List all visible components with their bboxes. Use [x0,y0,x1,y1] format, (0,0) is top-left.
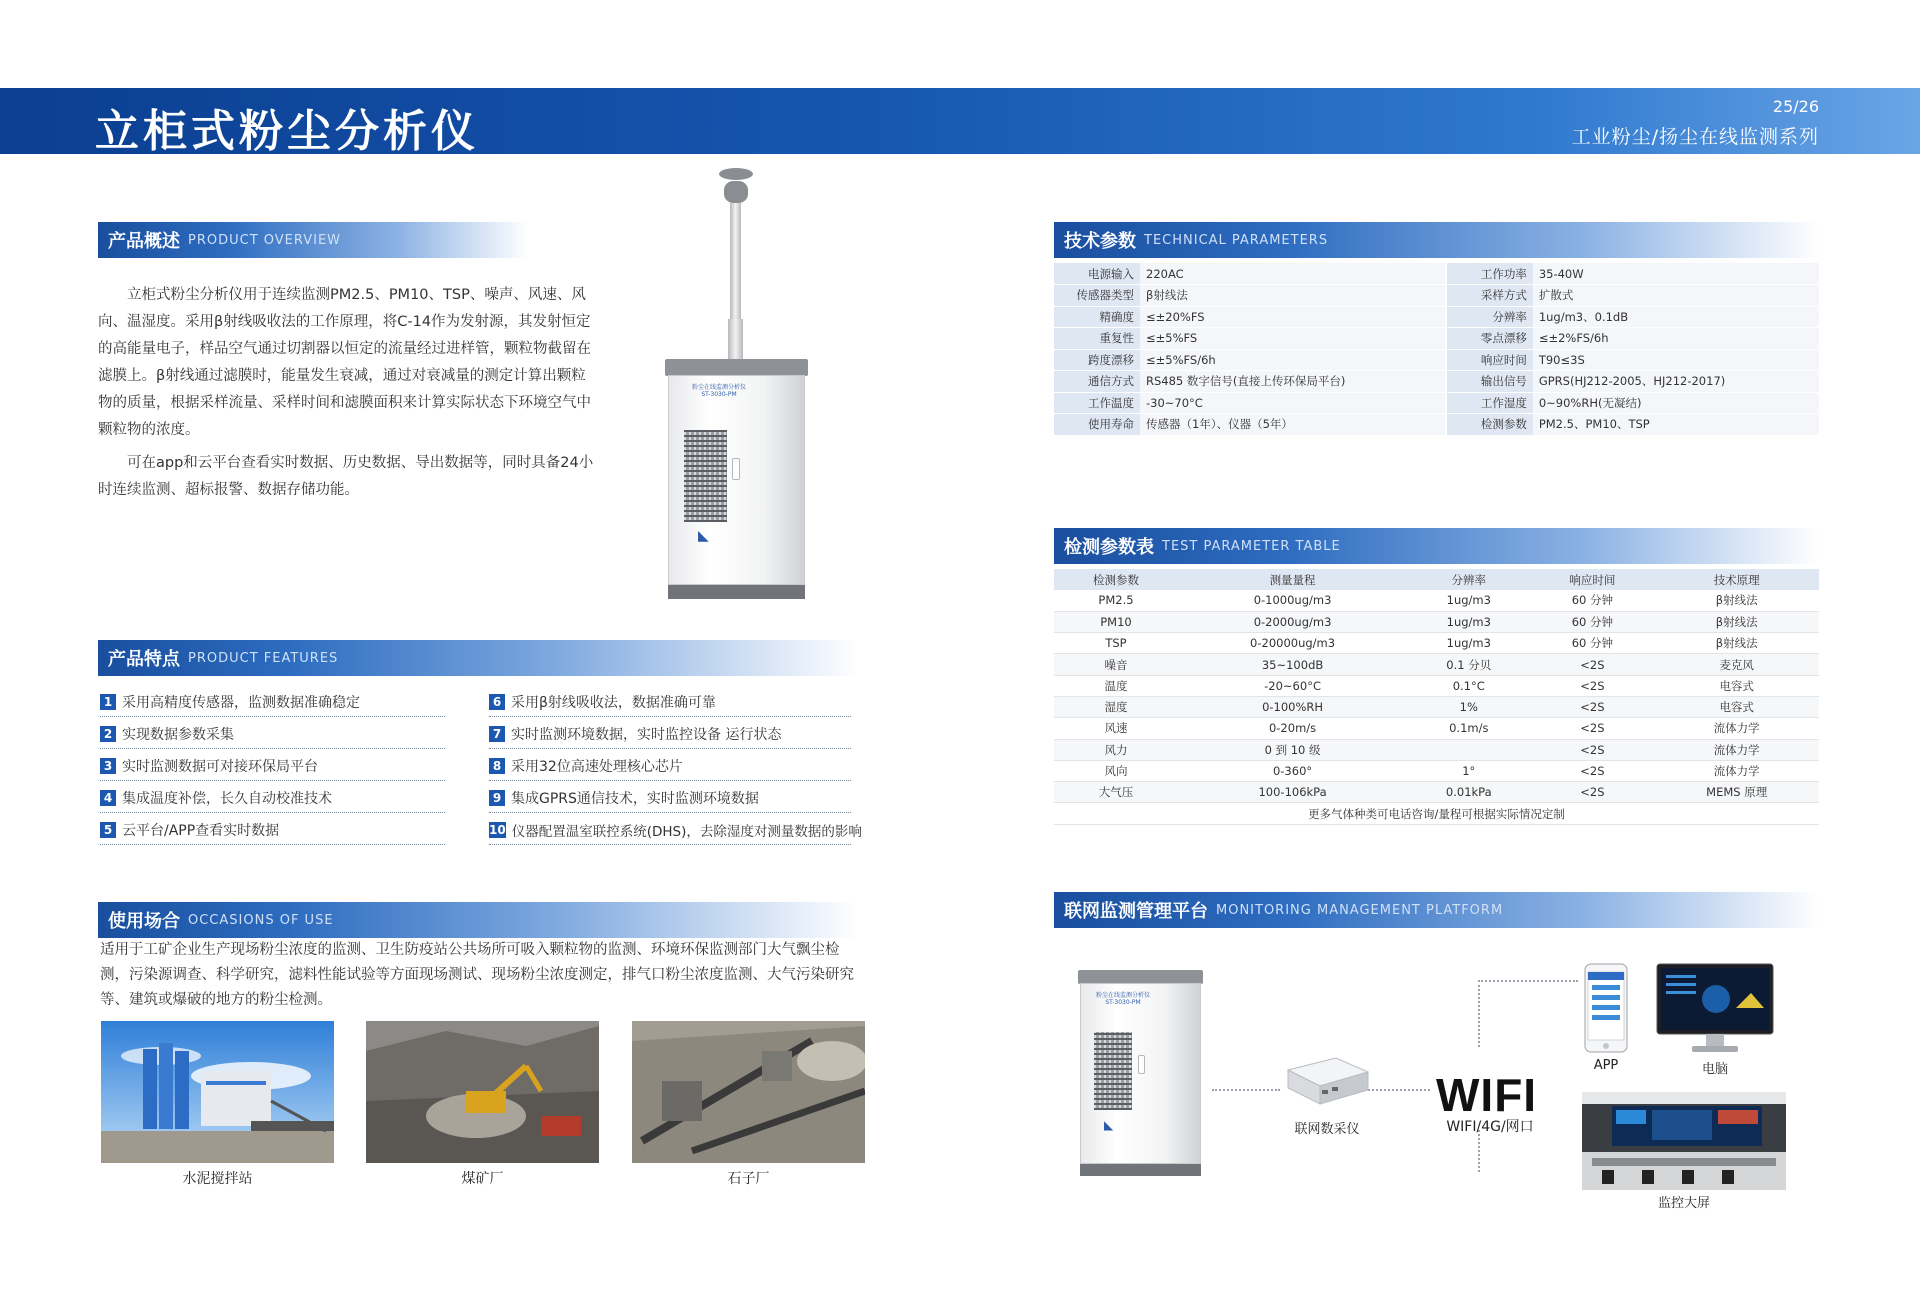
feature-item [100,751,445,781]
table-cell: 风力 [1054,739,1178,760]
table-cell: <2S [1530,718,1654,739]
feature-number: 10 [489,822,506,837]
table-row [1054,414,1819,436]
data-collector-caption: 联网数采仪 [1294,1122,1360,1137]
param-value: RS485 数字信号(直接上传环保局平台) [1140,371,1445,393]
page-title: 立柜式粉尘分析仪 [95,106,479,157]
wifi-label: WIFI [1436,1069,1538,1121]
coal-mine-image [366,1021,599,1163]
column-header: 检测参数 [1054,569,1178,590]
feature-number: 9 [489,790,505,806]
gravel-plant-image [632,1021,865,1163]
feature-number: 8 [489,758,505,774]
table-cell: 电容式 [1654,696,1819,717]
cabinet-handle [732,458,740,480]
table-cell: <2S [1530,760,1654,781]
sampling-head [724,181,748,203]
sampling-pole [730,203,741,321]
feature-text: 仪器配置温室联控系统(DHS)，去除湿度对测量数据的影响 [511,823,862,840]
feature-number: 5 [100,822,116,838]
table-cell: 1ug/m3 [1407,611,1530,632]
table-cell: 0.01kPa [1407,782,1530,803]
platform-cabinet-vent [1094,1032,1132,1110]
table-cell: <2S [1530,654,1654,675]
column-header: 技术原理 [1654,569,1819,590]
cabinet-label-line1: 粉尘在线监测分析仪 [691,384,746,391]
table-cell: TSP [1054,633,1178,654]
param-value: 扩散式 [1533,285,1819,307]
table-cell: 60 分钟 [1530,611,1654,632]
tech-params-title-cn: 技术参数 [1064,231,1136,252]
table-row [1054,306,1819,328]
table-cell: 流体力学 [1654,718,1819,739]
photo-gravel-plant [632,1021,865,1163]
feature-text: 采用高精度传感器，监测数据准确稳定 [122,694,360,711]
table-cell: 流体力学 [1654,739,1819,760]
test-params-title-en: TEST PARAMETER TABLE [1162,538,1341,554]
sampling-head-top [719,168,753,180]
connector-line [1478,980,1480,1047]
table-cell: PM2.5 [1054,590,1178,611]
table-cell: 麦克风 [1654,654,1819,675]
sampling-pipe [728,319,743,361]
test-params-header [1054,528,1819,564]
platform-cabinet-label-line2: ST-3030-PM [1105,999,1141,1006]
wifi-sub-label: WIFI/4G/网口 [1446,1119,1534,1135]
feature-item [100,719,445,749]
param-key: 精确度 [1054,306,1140,328]
photo-cement-station [101,1021,334,1163]
top-banner [0,88,1920,157]
table-cell: 35~100dB [1178,654,1407,675]
param-key: 电源输入 [1054,263,1140,285]
table-cell [1407,739,1530,760]
param-key: 零点漂移 [1447,328,1533,350]
table-cell: <2S [1530,675,1654,696]
feature-text: 采用32位高速处理核心芯片 [511,758,683,775]
feature-text: 实时监测环境数据，实时监控设备 运行状态 [511,726,782,743]
data-collector-icon [1276,1050,1376,1110]
occasions-paragraph: 适用于工矿企业生产现场粉尘浓度的监测、卫生防疫站公共场所可吸入颗粒物的监测、环境环保监测部门大气飘尘检测，污染源调查、科学研究，滤料性能试验等方面现场测试、现场粉尘浓度测定，排气口粉尘浓度监测、大气污染研究等、建筑或爆破的地方的粉尘检测。 [100,942,854,1008]
param-key: 传感器类型 [1054,285,1140,307]
table-cell: 风向 [1054,760,1178,781]
cabinet-vent [684,430,727,522]
param-value: 0~90%RH(无凝结) [1533,392,1819,414]
photo-coal-mine [366,1021,599,1163]
cabinet-label [684,382,754,398]
screen-caption: 监控大屏 [1657,1196,1710,1211]
photo-caption: 水泥搅拌站 [182,1171,253,1187]
table-cell: 风速 [1054,718,1178,739]
table-row [1054,718,1819,739]
features-header [98,640,858,676]
table-cell: β射线法 [1654,633,1819,654]
param-key: 跨度漂移 [1054,349,1140,371]
table-cell: 0-20000ug/m3 [1178,633,1407,654]
photo-caption: 煤矿厂 [461,1171,504,1187]
param-value: 传感器（1年）、仪器（5年） [1140,414,1445,436]
tech-params-title-en: TECHNICAL PARAMETERS [1144,232,1329,248]
overview-title-cn: 产品概述 [108,231,180,252]
table-cell: 流体力学 [1654,760,1819,781]
platform-title-en: MONITORING MANAGEMENT PLATFORM [1216,902,1504,918]
connector-line [1212,1089,1280,1091]
phone-icon [1584,963,1628,1053]
table-cell: β射线法 [1654,590,1819,611]
feature-text: 实时监测数据可对接环保局平台 [122,758,318,775]
param-key: 工作温度 [1054,392,1140,414]
table-cell: 0-20m/s [1178,718,1407,739]
param-value: β射线法 [1140,285,1445,307]
feature-item [489,687,851,717]
param-key: 工作功率 [1447,263,1533,285]
cement-station-image [101,1021,334,1163]
feature-text: 集成GPRS通信技术，实时监测环境数据 [511,790,759,807]
param-key: 通信方式 [1054,371,1140,393]
param-value: ≤±5%FS/6h [1140,349,1445,371]
series-title: 工业粉尘/扬尘在线监测系列 [1571,126,1819,148]
features-title-cn: 产品特点 [108,649,180,670]
monitor-icon [1656,963,1774,1055]
feature-item [100,687,445,717]
connector-line [1368,1089,1430,1091]
param-value: 35-40W [1533,263,1819,285]
table-cell: 温度 [1054,675,1178,696]
table-cell: 0-2000ug/m3 [1178,611,1407,632]
platform-cabinet-label-line1: 粉尘在线监测分析仪 [1095,992,1150,999]
param-key: 重复性 [1054,328,1140,350]
photo-caption: 石子厂 [727,1171,770,1187]
occasions-text [100,938,868,1013]
feature-item [489,815,862,845]
table-cell: <2S [1530,739,1654,760]
feature-text: 采用β射线吸收法，数据准确可靠 [511,694,716,711]
feature-item [489,783,851,813]
table-cell: 0.1m/s [1407,718,1530,739]
param-value: T90≤3S [1533,349,1819,371]
table-cell: 电容式 [1654,675,1819,696]
param-key: 工作湿度 [1447,392,1533,414]
table-row [1054,392,1819,414]
param-key: 检测参数 [1447,414,1533,436]
feature-item [100,783,445,813]
param-key: 输出信号 [1447,371,1533,393]
param-value: GPRS(HJ212-2005、HJ212-2017) [1533,371,1819,393]
table-cell: 0-360° [1178,760,1407,781]
param-value: 220AC [1140,263,1445,285]
table-cell: 大气压 [1054,782,1178,803]
control-room-icon [1582,1092,1786,1190]
table-cell: 0-100%RH [1178,696,1407,717]
table-cell: 湿度 [1054,696,1178,717]
platform-cabinet-handle [1138,1055,1145,1074]
tech-params-table [1054,263,1819,436]
overview-title-en: PRODUCT OVERVIEW [188,232,342,248]
feature-number: 3 [100,758,116,774]
table-cell: 1° [1407,760,1530,781]
test-params-table [1054,569,1819,825]
feature-text: 实现数据参数采集 [122,726,234,743]
occasions-header [98,902,858,938]
feature-number: 7 [489,726,505,742]
param-value: ≤±20%FS [1140,306,1445,328]
connector-line [1478,1130,1480,1172]
overview-header [98,222,528,258]
cabinet-label-line2: ST-3030-PM [701,391,737,398]
table-cell: 1% [1407,696,1530,717]
table-row [1054,328,1819,350]
table-row [1054,590,1819,611]
table-cell: 0.1 分贝 [1407,654,1530,675]
table-cell: 0 到 10 级 [1178,739,1407,760]
feature-item [100,815,445,845]
table-cell: 1ug/m3 [1407,590,1530,611]
param-value: PM2.5、PM10、TSP [1533,414,1819,436]
pc-caption: 电脑 [1701,1062,1728,1077]
app-caption: APP [1593,1058,1619,1073]
param-key: 响应时间 [1447,349,1533,371]
feature-item [489,751,851,781]
table-cell: 0.1°C [1407,675,1530,696]
feature-item [489,719,851,749]
table-row [1054,611,1819,632]
feature-number: 1 [100,694,116,710]
column-header: 分辨率 [1407,569,1530,590]
occasions-title-en: OCCASIONS OF USE [188,912,334,928]
param-key: 采样方式 [1447,285,1533,307]
table-row [1054,782,1819,803]
platform-brand-logo-icon: ◣ [1104,1118,1114,1132]
feature-number: 2 [100,726,116,742]
table-cell: 噪音 [1054,654,1178,675]
overview-paragraph-1: 立柜式粉尘分析仪用于连续监测PM2.5、PM10、TSP、噪声、风速、风向、温湿度。采用β射线吸收法的工作原理，将C-14作为发射源，其发射恒定的高能量电子，样品空气通过切割器以恒定的流量经过进样管，颗粒物截留在滤膜上。β射线通过滤膜时，能量发生衰减，通过对衰减量的测定计算出颗粒物的质量，根据采样流量、采样时间和滤膜面积来计算实际状态下环境空气中颗粒物的浓度。 [98,287,591,438]
table-row [1054,696,1819,717]
param-key: 使用寿命 [1054,414,1140,436]
table-cell: 60 分钟 [1530,590,1654,611]
table-row [1054,654,1819,675]
table-note: 更多气体种类可电话咨询/量程可根据实际情况定制 [1054,803,1819,824]
feature-text: 集成温度补偿，长久自动校准技术 [122,790,332,807]
connector-line [1478,980,1578,982]
table-row [1054,371,1819,393]
overview-paragraph-2: 可在app和云平台查看实时数据、历史数据、导出数据等，同时具备24小时连续监测、超标报警、数据存储功能。 [98,455,594,498]
param-value: -30~70°C [1140,392,1445,414]
param-key: 分辨率 [1447,306,1533,328]
table-cell: PM10 [1054,611,1178,632]
table-cell: -20~60°C [1178,675,1407,696]
table-row [1054,760,1819,781]
brand-logo-icon: ◣ [698,528,709,544]
platform-cabinet-label [1092,990,1154,1006]
table-row [1054,675,1819,696]
platform-cabinet-top [1078,970,1203,984]
param-value: 1ug/m3、0.1dB [1533,306,1819,328]
param-value: ≤±2%FS/6h [1533,328,1819,350]
tech-params-header [1054,222,1819,258]
table-row [1054,633,1819,654]
occasions-title-cn: 使用场合 [108,911,180,932]
table-row [1054,263,1819,285]
features-title-en: PRODUCT FEATURES [188,650,339,666]
table-cell: 100-106kPa [1178,782,1407,803]
overview-text [98,282,600,504]
table-row [1054,349,1819,371]
table-header-row [1054,569,1819,590]
param-value: ≤±5%FS [1140,328,1445,350]
column-header: 测量量程 [1178,569,1407,590]
feature-text: 云平台/APP查看实时数据 [122,822,280,839]
page-number: 25/26 [1772,97,1819,116]
cabinet-top [665,359,808,376]
cabinet-base [668,585,805,599]
feature-number: 4 [100,790,116,806]
table-cell: MEMS 原理 [1654,782,1819,803]
feature-number: 6 [489,694,505,710]
table-cell: 0-1000ug/m3 [1178,590,1407,611]
table-row [1054,285,1819,307]
platform-title-cn: 联网监测管理平台 [1064,901,1208,922]
table-cell: 60 分钟 [1530,633,1654,654]
table-note-row [1054,803,1819,824]
table-cell: <2S [1530,696,1654,717]
test-params-title-cn: 检测参数表 [1064,537,1154,558]
table-cell: 1ug/m3 [1407,633,1530,654]
table-cell: <2S [1530,782,1654,803]
table-cell: β射线法 [1654,611,1819,632]
table-row [1054,739,1819,760]
column-header: 响应时间 [1530,569,1654,590]
platform-header [1054,892,1819,928]
platform-cabinet-base [1080,1164,1201,1176]
